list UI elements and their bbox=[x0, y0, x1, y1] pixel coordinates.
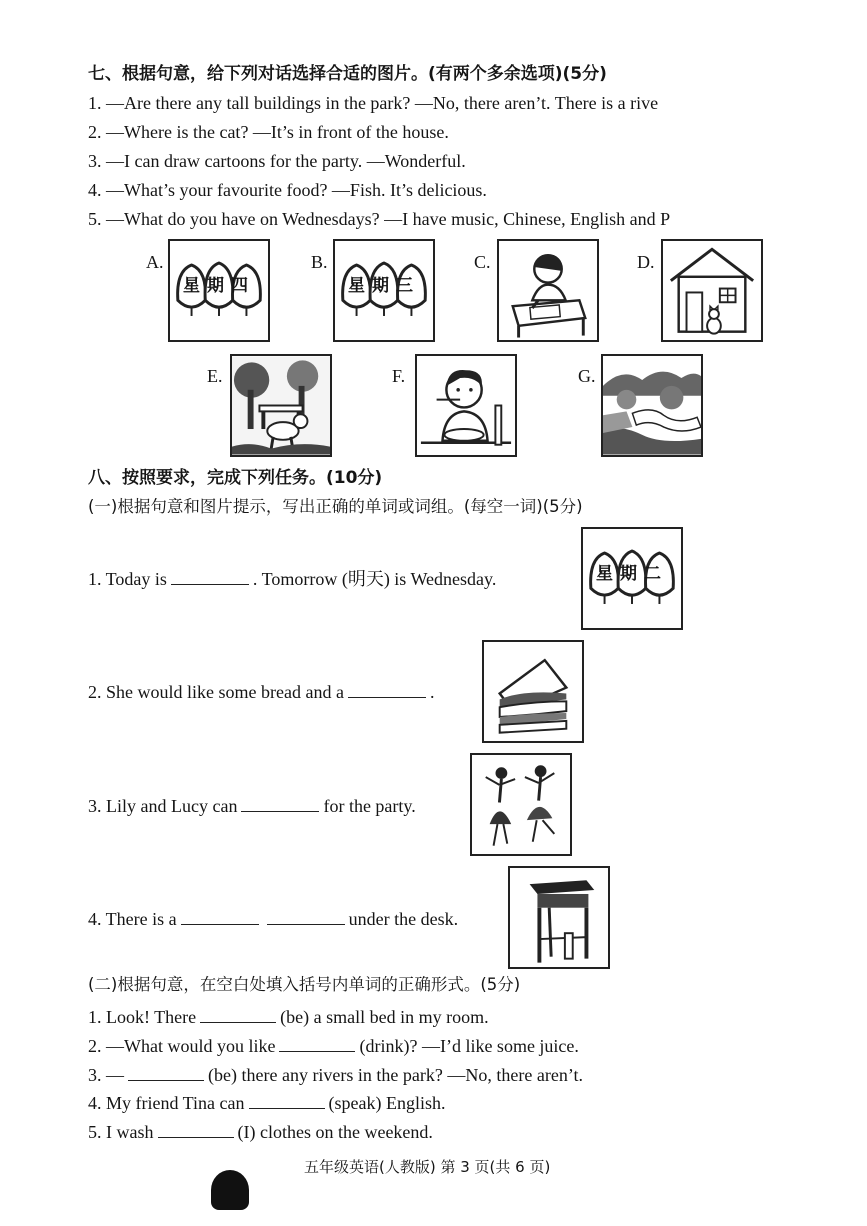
fill-item-1 bbox=[88, 566, 496, 590]
house-with-cat-icon bbox=[663, 241, 761, 340]
option-d-house-cat-picture bbox=[661, 239, 763, 342]
section-8-part-1-title: (一)根据句意和图片提示，写出正确的单词或词组。(每空一词)(5分) bbox=[88, 497, 583, 516]
sandwich-picture bbox=[482, 640, 584, 743]
answer-blank[interactable] bbox=[171, 566, 249, 585]
form-item-2 bbox=[88, 1033, 579, 1057]
answer-blank[interactable] bbox=[279, 1033, 355, 1052]
option-b-label: B. bbox=[311, 252, 328, 272]
option-f-boy-eating-picture bbox=[415, 354, 517, 457]
section-8-title: 八、按照要求，完成下列任务。(10分) bbox=[88, 468, 383, 488]
answer-blank[interactable] bbox=[200, 1004, 276, 1023]
answer-blank[interactable] bbox=[158, 1119, 234, 1138]
park-with-dog-icon bbox=[232, 356, 330, 455]
option-c-label: C. bbox=[474, 252, 491, 272]
fill-item-1-after: . Tomorrow (明天) is Wednesday. bbox=[252, 569, 497, 589]
form-item-3-before: 3. — bbox=[88, 1065, 124, 1085]
answer-blank[interactable] bbox=[128, 1062, 204, 1081]
scan-mark bbox=[211, 1170, 249, 1210]
section-7-item-4: 4. —What’s your favourite food? —Fish. It’s delicious. bbox=[88, 180, 487, 200]
form-item-1 bbox=[88, 1004, 489, 1028]
answer-blank[interactable] bbox=[348, 679, 426, 698]
form-item-2-after: (drink)? —I’d like some juice. bbox=[359, 1036, 579, 1056]
answer-blank[interactable] bbox=[181, 906, 259, 925]
sandwich-icon bbox=[484, 642, 582, 741]
section-7-item-1: 1. —Are there any tall buildings in the park? —No, there aren’t. There is a rive bbox=[88, 93, 659, 113]
answer-blank[interactable] bbox=[267, 906, 345, 925]
boy-eating-icon bbox=[417, 356, 515, 455]
fill-item-2-before: 2. She would like some bread and a bbox=[88, 682, 344, 702]
tuesday-picture bbox=[581, 527, 683, 630]
girl-drawing-icon bbox=[499, 241, 597, 340]
section-7-item-2: 2. —Where is the cat? —It’s in front of the house. bbox=[88, 122, 449, 142]
form-item-1-before: 1. Look! There bbox=[88, 1007, 197, 1027]
desk-picture bbox=[508, 866, 610, 969]
section-7-item-3: 3. —I can draw cartoons for the party. —Wonderful. bbox=[88, 151, 466, 171]
option-e-park-dog-picture bbox=[230, 354, 332, 457]
option-d-label: D. bbox=[637, 252, 655, 272]
section-7-title: 七、根据句意，给下列对话选择合适的图片。(有两个多余选项)(5分) bbox=[88, 64, 607, 84]
fill-item-2-after: . bbox=[429, 682, 435, 702]
desk-with-object-icon bbox=[510, 868, 608, 967]
option-f-label: F. bbox=[392, 366, 406, 386]
form-item-4 bbox=[88, 1090, 445, 1114]
fill-item-3 bbox=[88, 793, 416, 817]
form-item-3-after: (be) there any rivers in the park? —No, there aren’t. bbox=[208, 1065, 584, 1085]
option-g-river-picture bbox=[601, 354, 703, 457]
section-8-part-2-title: (二)根据句意，在空白处填入括号内单词的正确形式。(5分) bbox=[88, 975, 521, 994]
dancing-girls-picture bbox=[470, 753, 572, 856]
option-a-weekday-picture bbox=[168, 239, 270, 342]
fill-item-3-before: 3. Lily and Lucy can bbox=[88, 796, 238, 816]
form-item-5-after: (I) clothes on the weekend. bbox=[237, 1122, 433, 1142]
option-a-weekday-text: 星期四 bbox=[183, 276, 255, 296]
fill-item-3-after: for the party. bbox=[323, 796, 416, 816]
page-footer: 五年级英语(人教版) 第 3 页(共 6 页) bbox=[304, 1158, 551, 1176]
fill-item-1-before: 1. Today is bbox=[88, 569, 167, 589]
form-item-5 bbox=[88, 1119, 433, 1143]
option-a-label: A. bbox=[146, 252, 164, 272]
option-b-weekday-text: 星期三 bbox=[348, 276, 420, 296]
answer-blank[interactable] bbox=[249, 1090, 325, 1109]
fill-item-4-before: 4. There is a bbox=[88, 909, 177, 929]
form-item-5-before: 5. I wash bbox=[88, 1122, 154, 1142]
fill-item-2 bbox=[88, 679, 434, 703]
dancing-girls-icon bbox=[472, 755, 570, 854]
tuesday-text: 星期二 bbox=[596, 564, 668, 584]
form-item-4-after: (speak) English. bbox=[328, 1093, 446, 1113]
form-item-1-after: (be) a small bed in my room. bbox=[280, 1007, 489, 1027]
form-item-3 bbox=[88, 1062, 583, 1086]
fill-item-4 bbox=[88, 906, 458, 930]
form-item-4-before: 4. My friend Tina can bbox=[88, 1093, 245, 1113]
option-b-weekday-picture bbox=[333, 239, 435, 342]
option-e-label: E. bbox=[207, 366, 223, 386]
option-g-label: G. bbox=[578, 366, 596, 386]
answer-blank[interactable] bbox=[241, 793, 319, 812]
form-item-2-before: 2. —What would you like bbox=[88, 1036, 276, 1056]
option-c-drawing-girl-picture bbox=[497, 239, 599, 342]
river-landscape-icon bbox=[603, 356, 701, 455]
fill-item-4-after: under the desk. bbox=[348, 909, 459, 929]
section-7-item-5: 5. —What do you have on Wednesdays? —I have music, Chinese, English and P bbox=[88, 209, 671, 229]
